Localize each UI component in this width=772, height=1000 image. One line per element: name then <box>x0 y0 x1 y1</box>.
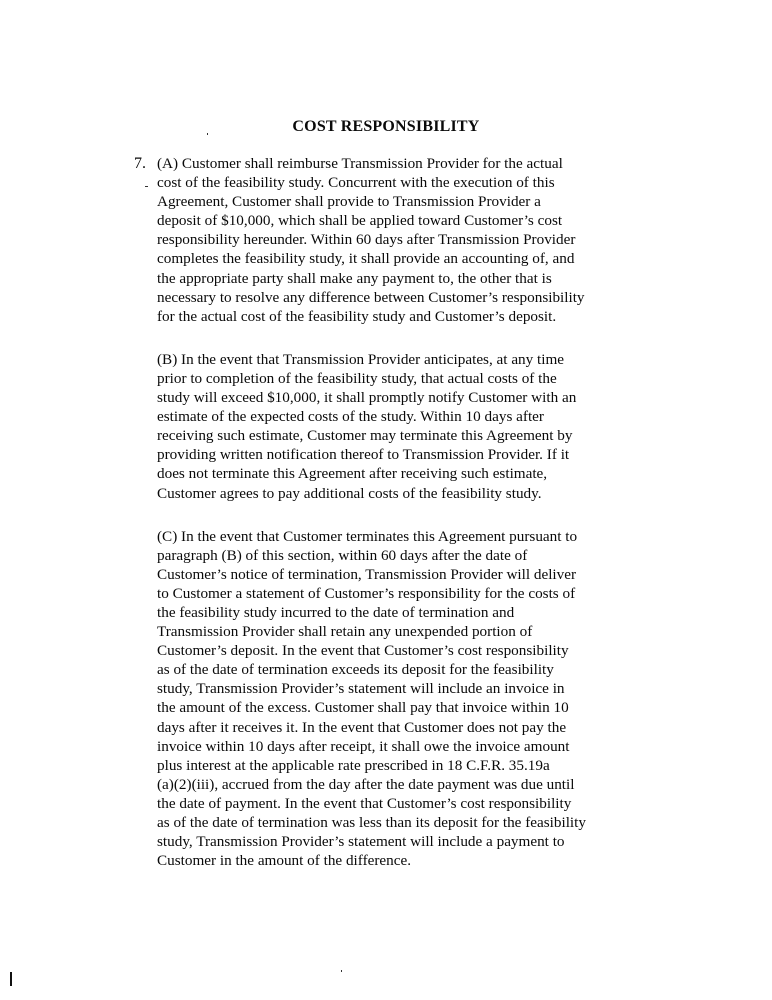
paragraph-line: Transmission Provider shall retain any unexpended portion of <box>157 623 533 641</box>
paragraph-line: invoice within 10 days after receipt, it shall owe the invoice amount <box>157 737 570 755</box>
paragraph-line: (a)(2)(iii), accrued from the day after the date payment was due until <box>157 775 575 793</box>
section-number: 7. <box>134 155 146 172</box>
paragraph-line: (C) In the event that Customer terminates this Agreement pursuant to <box>157 527 578 545</box>
scan-speck <box>341 970 342 972</box>
paragraph-line: deposit of $10,000, which shall be applied toward Customer’s cost <box>157 212 563 230</box>
paragraph-line: for the actual cost of the feasibility study and Customer’s deposit. <box>157 307 557 325</box>
paragraph-b <box>157 350 635 503</box>
paragraph-line: the amount of the excess. Customer shall pay that invoice within 10 <box>157 699 569 717</box>
paragraph-line: responsibility hereunder. Within 60 days after Transmission Provider <box>157 231 576 249</box>
paragraph-line: study will exceed $10,000, it shall promptly notify Customer with an <box>157 389 577 407</box>
paragraph-line: receiving such estimate, Customer may terminate this Agreement by <box>157 427 573 445</box>
scan-speck <box>145 186 148 187</box>
paragraph-line: necessary to resolve any difference between Customer’s responsibility <box>157 288 585 306</box>
paragraph-line: Customer agrees to pay additional costs of the feasibility study. <box>157 484 542 502</box>
paragraph-c <box>157 527 635 871</box>
paragraph-line: as of the date of termination exceeds its deposit for the feasibility <box>157 661 554 679</box>
paragraph-line: the feasibility study incurred to the date of termination and <box>157 603 515 621</box>
paragraph-line: Agreement, Customer shall provide to Transmission Provider a <box>157 193 541 211</box>
paragraph-line: Customer in the amount of the difference. <box>157 852 412 870</box>
paragraph-line: Customer’s notice of termination, Transmission Provider will deliver <box>157 565 577 583</box>
scan-margin-mark <box>10 972 12 986</box>
paragraph-line: cost of the feasibility study. Concurrent with the execution of this <box>157 174 555 192</box>
paragraph-line: prior to completion of the feasibility study, that actual costs of the <box>157 369 557 387</box>
paragraph-line: providing written notification thereof to Transmission Provider. If it <box>157 446 570 464</box>
paragraph-line: study, Transmission Provider’s statement will include a payment to <box>157 833 565 851</box>
paragraph-line: as of the date of termination was less than its deposit for the feasibility <box>157 814 586 831</box>
paragraph-line: does not terminate this Agreement after receiving such estimate, <box>157 465 548 483</box>
paragraph-line: Customer’s deposit. In the event that Customer’s cost responsibility <box>157 642 569 660</box>
paragraph-line: to Customer a statement of Customer’s responsibility for the costs of <box>157 584 576 602</box>
paragraph-line: estimate of the expected costs of the study. Within 10 days after <box>157 408 544 426</box>
paragraph-line: days after it receives it. In the event that Customer does not pay the <box>157 718 567 736</box>
paragraph-line: plus interest at the applicable rate prescribed in 18 C.F.R. 35.19a <box>157 756 550 774</box>
paragraph-line: (A) Customer shall reimburse Transmission Provider for the actual <box>157 155 563 172</box>
paragraph-line: the date of payment. In the event that Customer’s cost responsibility <box>157 794 572 812</box>
paragraph-a <box>157 154 635 326</box>
paragraph-line: the appropriate party shall make any payment to, the other that is <box>157 269 552 287</box>
paragraph-line: paragraph (B) of this section, within 60 days after the date of <box>157 546 528 564</box>
paragraph-line: completes the feasibility study, it shall provide an accounting of, and <box>157 250 575 268</box>
paragraph-line: (B) In the event that Transmission Provider anticipates, at any time <box>157 350 565 368</box>
section-body <box>157 154 635 894</box>
scan-speck <box>207 133 208 135</box>
paragraph-line: study, Transmission Provider’s statement will include an invoice in <box>157 680 565 698</box>
page-title: COST RESPONSIBILITY <box>292 118 480 135</box>
